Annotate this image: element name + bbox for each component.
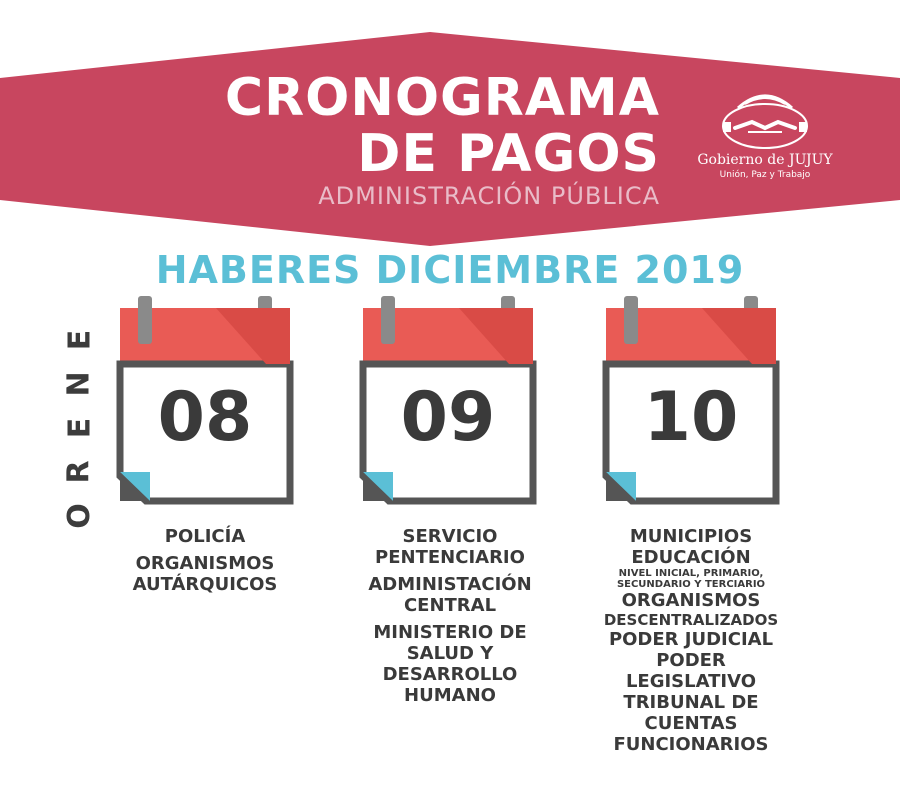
calendar-day: 10 xyxy=(643,378,739,457)
month-letter: N xyxy=(61,371,97,397)
list-item: SALUD Y xyxy=(406,643,494,664)
column-day-10 xyxy=(586,526,796,755)
list-item: FUNCIONARIOS xyxy=(613,734,769,755)
list-item: PODER xyxy=(656,650,726,671)
government-logo xyxy=(690,88,840,198)
list-item: POLICÍA xyxy=(164,526,246,547)
heading-haberes: HABERES DICIEMBRE 2019 xyxy=(155,248,745,292)
list-item-detail: SECUNDARIO Y TERCIARIO xyxy=(616,579,766,590)
month-letter: O xyxy=(61,503,97,529)
list-item: ORGANISMOS xyxy=(621,590,761,611)
subtitle: ADMINISTRACIÓN PÚBLICA xyxy=(318,182,660,210)
list-item: LEGISLATIVO xyxy=(625,671,757,692)
calendar-icon xyxy=(359,296,537,510)
list-item: PODER JUDICIAL xyxy=(608,629,774,650)
header-banner xyxy=(0,0,900,250)
list-item: DESCENTRALIZADOS xyxy=(603,611,779,629)
calendar-day: 08 xyxy=(157,378,253,457)
list-item: AUTÁRQUICOS xyxy=(132,574,278,595)
logo-motto: Unión, Paz y Trabajo xyxy=(719,170,811,180)
month-label xyxy=(60,318,100,538)
title-line-1: CRONOGRAMA xyxy=(224,68,660,128)
list-item: SERVICIO xyxy=(402,526,498,547)
month-letter: E xyxy=(62,417,97,439)
list-item: DESARROLLO xyxy=(382,664,518,685)
list-item: ADMINISTACIÓN xyxy=(368,574,532,595)
list-item: CUENTAS xyxy=(644,713,738,734)
logo-name: Gobierno de JUJUY xyxy=(697,152,833,168)
list-item: HUMANO xyxy=(404,685,496,706)
list-item: MUNICIPIOS xyxy=(629,526,753,547)
column-day-09 xyxy=(345,526,555,706)
list-item: TRIBUNAL DE xyxy=(623,692,759,713)
list-item: EDUCACIÓN xyxy=(631,547,751,568)
column-day-08 xyxy=(100,526,310,595)
list-item: ORGANISMOS xyxy=(135,553,275,574)
title-line-2: DE PAGOS xyxy=(357,124,660,184)
month-letter: R xyxy=(61,460,97,484)
list-item: MINISTERIO DE xyxy=(373,622,527,643)
list-item: CENTRAL xyxy=(403,595,497,616)
calendar-icon xyxy=(602,296,780,510)
month-letter: E xyxy=(62,329,97,351)
calendar-day: 09 xyxy=(400,378,496,457)
list-item-detail: NIVEL INICIAL, PRIMARIO, xyxy=(618,568,764,579)
calendar-icon xyxy=(116,296,294,510)
list-item: PENTENCIARIO xyxy=(375,547,525,568)
handshake-sun-icon xyxy=(690,88,840,152)
